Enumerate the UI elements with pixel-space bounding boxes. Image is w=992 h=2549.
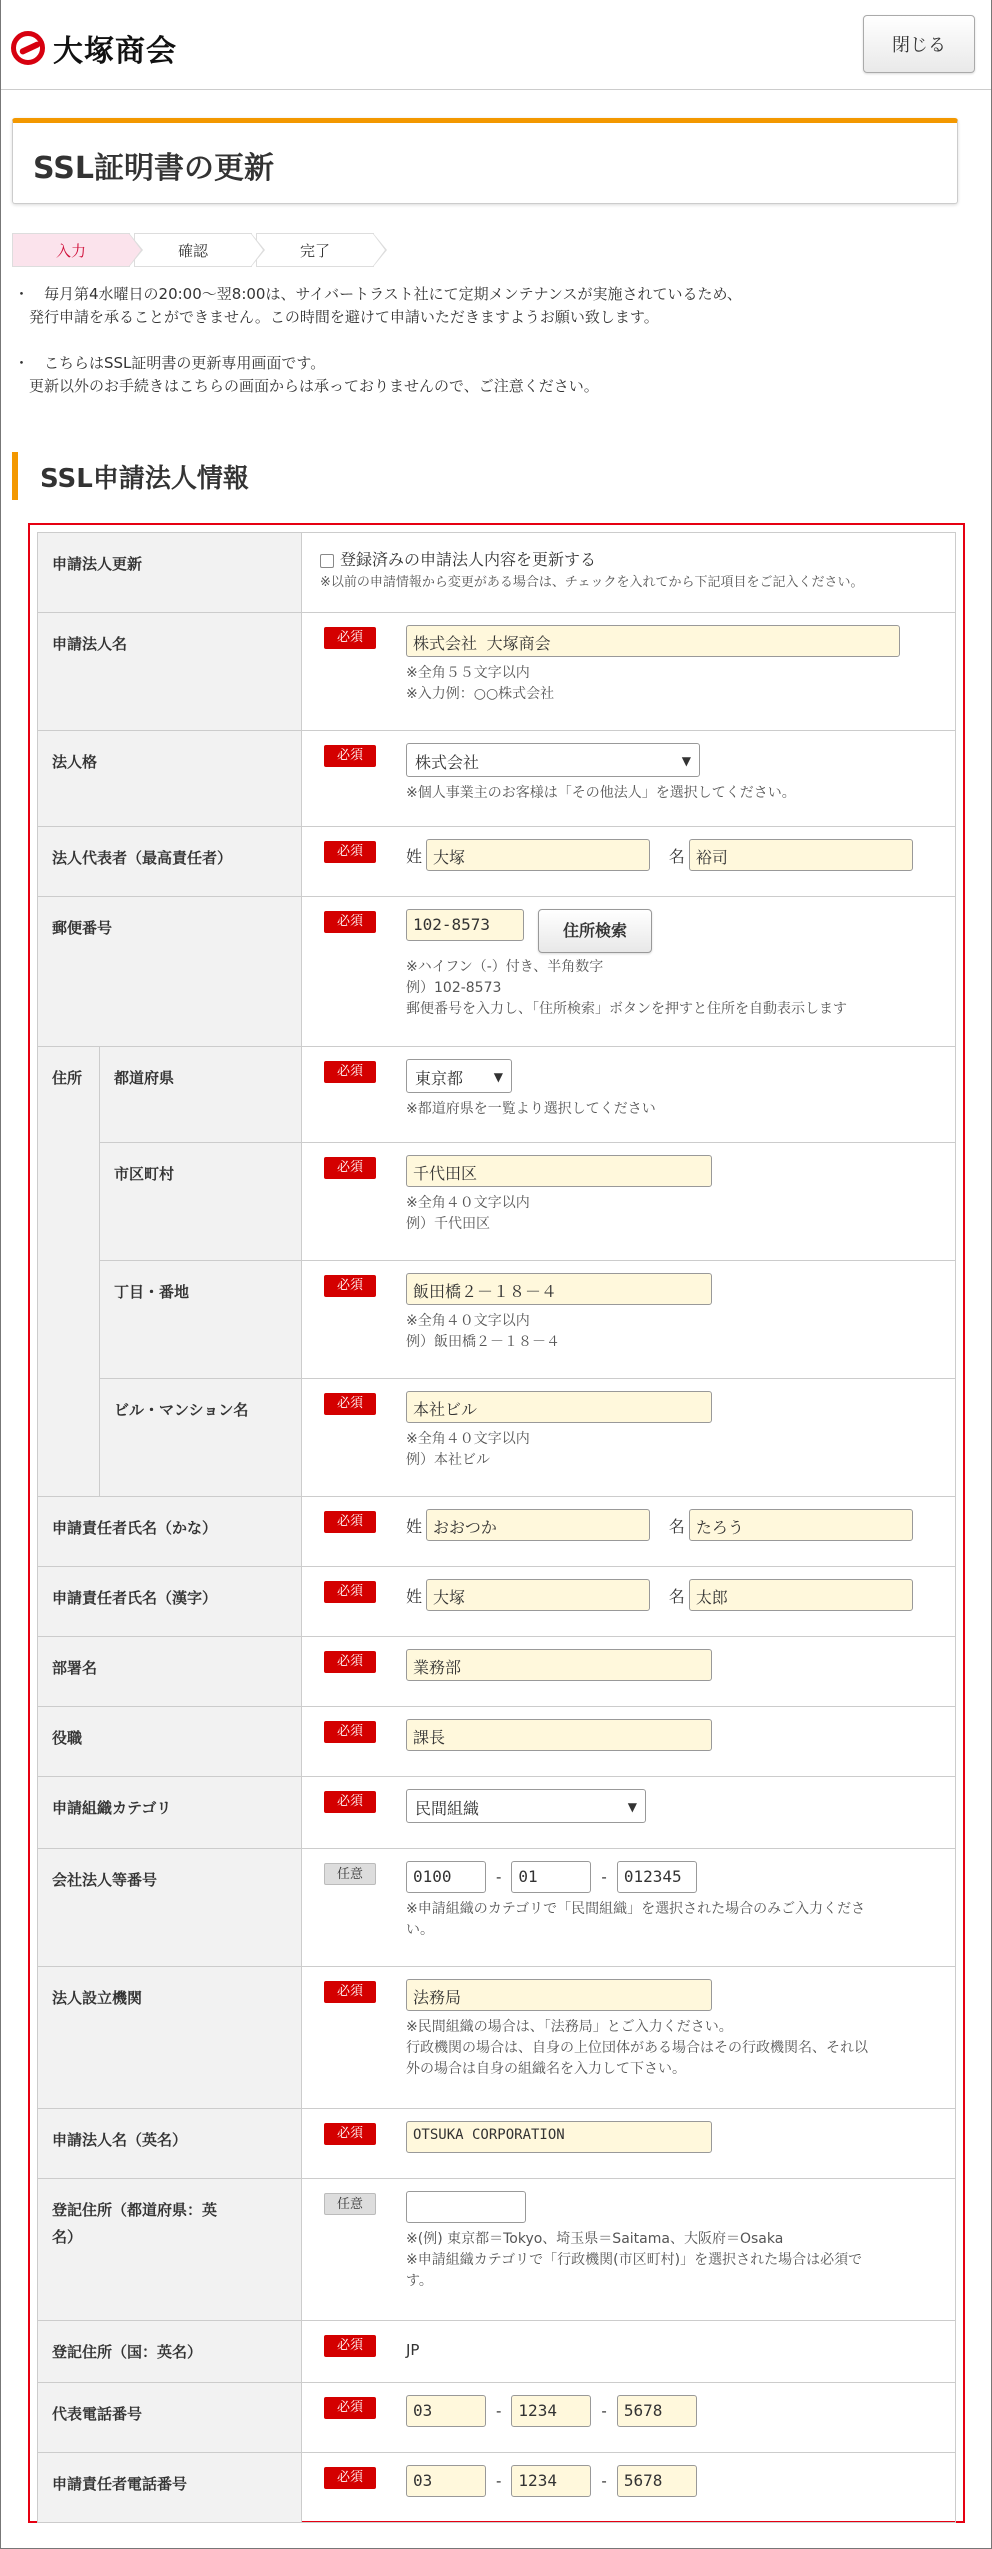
building-input[interactable]: 本社ビル [406, 1391, 712, 1423]
required-badge: 必須 [324, 2397, 376, 2419]
field-label: 申請責任者氏名（かな） [38, 1497, 302, 1567]
update-checkbox[interactable] [320, 554, 334, 568]
applicant-phone-3-input[interactable]: 5678 [617, 2465, 697, 2497]
field-note: 行政機関の場合は、自身の上位団体がある場合はその行政機関名、それ以 [406, 2040, 868, 2056]
rep-phone-3-input[interactable]: 5678 [617, 2395, 697, 2427]
required-badge: 必須 [324, 841, 376, 863]
logo-text: 大塚商会 [53, 34, 177, 69]
row-registered-country-en [38, 2321, 956, 2383]
org-category-select[interactable] [406, 1789, 646, 1823]
row-rep-phone [38, 2383, 956, 2453]
select-value: 民間組織 [415, 1799, 480, 1818]
dropdown-arrow-icon: ▼ [493, 1070, 503, 1084]
field-note: ※(例) 東京都＝Tokyo、埼玉県＝Saitama、大阪府＝Osaka [406, 2231, 784, 2247]
rep-sei-input[interactable]: 大塚 [426, 839, 650, 871]
dropdown-arrow-icon: ▼ [627, 1800, 637, 1814]
dash: - [601, 2472, 607, 2490]
field-label: 申請法人更新 [38, 533, 302, 613]
field-note: ※申請組織カテゴリで「行政機関(市区町村)」を選択された場合は必須で [406, 2252, 863, 2268]
department-input[interactable]: 業務部 [406, 1649, 712, 1681]
row-position [38, 1707, 956, 1777]
field-label: 役職 [38, 1707, 302, 1777]
notice-line: ・ こちらはSSL証明書の更新専用画面です。 [14, 354, 326, 372]
field-label: ビル・マンション名 [100, 1379, 302, 1497]
field-note: す。 [406, 2273, 433, 2289]
row-address-pref [38, 1047, 956, 1143]
select-value: 株式会社 [415, 753, 480, 772]
required-badge: 必須 [324, 1581, 376, 1603]
field-note: ※全角４０文字以内 [406, 1431, 530, 1447]
corp-number-2-input[interactable]: 01 [511, 1861, 591, 1893]
field-note: 例）本社ビル [406, 1452, 490, 1468]
required-badge: 必須 [324, 911, 376, 933]
step-input: 入力 [12, 233, 130, 267]
registered-pref-en-input[interactable] [406, 2191, 526, 2223]
row-company-name [38, 613, 956, 731]
field-note: ※民間組織の場合は、「法務局」とご入力ください。 [406, 2019, 733, 2035]
step-complete: 完了 [256, 233, 374, 267]
dash: - [496, 1868, 502, 1886]
step-indicator [12, 233, 378, 267]
field-note: ※都道府県を一覧より選択してください [406, 1101, 656, 1117]
rep-phone-2-input[interactable]: 1234 [511, 2395, 591, 2427]
field-label: 登記住所（都道府県：英 [52, 2201, 218, 2219]
rep-phone-1-input[interactable]: 03 [406, 2395, 486, 2427]
row-address-city [38, 1143, 956, 1261]
sei-label: 姓 [406, 1586, 423, 1606]
field-label: 代表電話番号 [38, 2383, 302, 2453]
required-badge: 必須 [324, 1981, 376, 2003]
row-address-street [38, 1261, 956, 1379]
required-badge: 必須 [324, 2335, 376, 2357]
notice-line: ・ 毎月第4水曜日の20:00～翌8:00は、サイバートラスト社にて定期メンテナンスが実施されているため、 [14, 285, 742, 303]
field-note: 郵便番号を入力し、「住所検索」ボタンを押すと住所を自動表示します [406, 1001, 847, 1017]
row-address-building [38, 1379, 956, 1497]
field-label: 申請組織カテゴリ [38, 1777, 302, 1849]
required-badge: 必須 [324, 1721, 376, 1743]
field-label: 申請法人名（英名） [38, 2109, 302, 2179]
kanji-sei-input[interactable]: 大塚 [426, 1579, 650, 1611]
field-note: ※申請組織のカテゴリで「民間組織」を選択された場合のみご入力くださ [406, 1901, 866, 1917]
field-label: 部署名 [38, 1637, 302, 1707]
sei-label: 姓 [406, 846, 423, 866]
required-badge: 必須 [324, 1275, 376, 1297]
row-org-category [38, 1777, 956, 1849]
row-department [38, 1637, 956, 1707]
row-corp-type [38, 731, 956, 827]
field-note: ※個人事業主のお客様は「その他法人」を選択してください。 [406, 785, 796, 801]
logo [11, 26, 177, 70]
applicant-phone-1-input[interactable]: 03 [406, 2465, 486, 2497]
required-badge: 必須 [324, 1061, 376, 1083]
applicant-phone-2-input[interactable]: 1234 [511, 2465, 591, 2497]
prefecture-select[interactable] [406, 1059, 512, 1093]
dropdown-arrow-icon: ▼ [681, 754, 691, 768]
corp-type-select[interactable] [406, 743, 700, 777]
field-label: 会社法人等番号 [38, 1849, 302, 1967]
row-applicant-kanji [38, 1567, 956, 1637]
kanji-mei-input[interactable]: 太郎 [689, 1579, 913, 1611]
city-input[interactable]: 千代田区 [406, 1155, 712, 1187]
dash: - [496, 2402, 502, 2420]
required-badge: 必須 [324, 1511, 376, 1533]
section-heading [12, 452, 249, 500]
row-corp-number [38, 1849, 956, 1967]
address-search-button[interactable]: 住所検索 [538, 909, 652, 953]
field-label: 法人代表者（最高責任者） [38, 827, 302, 897]
field-label: 登記住所（国：英名） [38, 2321, 302, 2383]
position-input[interactable]: 課長 [406, 1719, 712, 1751]
field-note: ※ハイフン（-）付き、半角数字 [406, 959, 604, 975]
field-label: 丁目・番地 [100, 1261, 302, 1379]
field-note: ※入力例：○○株式会社 [406, 686, 555, 702]
dash: - [601, 2402, 607, 2420]
mei-label: 名 [668, 1516, 685, 1536]
field-label: 名） [52, 2228, 83, 2246]
field-note: い。 [406, 1922, 434, 1938]
postal-input[interactable]: 102-8573 [406, 909, 524, 941]
field-note: ※全角５５文字以内 [406, 665, 530, 681]
field-label: 住所 [38, 1047, 100, 1497]
notice-line: 発行申請を承ることができません。この時間を避けて申請いただきますようお願い致します。 [14, 308, 659, 326]
application-form [28, 523, 965, 2523]
select-value: 東京都 [415, 1069, 464, 1088]
title-box [12, 118, 958, 204]
field-note: ※全角４０文字以内 [406, 1195, 530, 1211]
row-applicant-kana [38, 1497, 956, 1567]
street-input[interactable]: 飯田橋２－１８－４ [406, 1273, 712, 1305]
required-badge: 必須 [324, 745, 376, 767]
required-badge: 必須 [324, 2467, 376, 2489]
required-badge: 必須 [324, 1393, 376, 1415]
row-company-en [38, 2109, 956, 2179]
field-label: 市区町村 [100, 1143, 302, 1261]
row-representative [38, 827, 956, 897]
field-note: ※全角４０文字以内 [406, 1313, 530, 1329]
field-label: 都道府県 [100, 1047, 302, 1143]
header [1, 0, 991, 90]
row-establishment [38, 1967, 956, 2109]
field-label: 法人格 [38, 731, 302, 827]
page-title: SSL証明書の更新 [33, 151, 274, 186]
corp-number-1-input[interactable]: 0100 [406, 1861, 486, 1893]
field-note: 例）102-8573 [406, 980, 502, 996]
establishment-input[interactable]: 法務局 [406, 1979, 712, 2011]
field-note: 例）千代田区 [406, 1216, 490, 1232]
form-table [37, 532, 956, 2523]
close-button[interactable]: 閉じる [863, 15, 975, 73]
kana-sei-input[interactable]: おおつか [426, 1509, 650, 1541]
mei-label: 名 [668, 846, 685, 866]
kana-mei-input[interactable]: たろう [689, 1509, 913, 1541]
required-badge: 必須 [324, 627, 376, 649]
company-name-input[interactable]: 株式会社 大塚商会 [406, 625, 900, 657]
row-registered-pref-en [38, 2179, 956, 2321]
field-label: 申請責任者電話番号 [38, 2453, 302, 2523]
mei-label: 名 [668, 1586, 685, 1606]
registered-country-value: JP [406, 2341, 420, 2359]
field-label: 法人設立機関 [38, 1967, 302, 2109]
otsuka-logo-icon [11, 31, 45, 65]
field-label: 申請責任者氏名（漢字） [38, 1567, 302, 1637]
notice-line: 更新以外のお手続きはこちらの画面からは承っておりませんので、ご注意ください。 [14, 377, 599, 395]
dash: - [496, 2472, 502, 2490]
dash: - [601, 1868, 607, 1886]
required-badge: 必須 [324, 1651, 376, 1673]
optional-badge: 任意 [324, 2193, 376, 2215]
row-applicant-phone [38, 2453, 956, 2523]
company-en-input[interactable]: OTSUKA CORPORATION [406, 2121, 712, 2153]
field-note: 外の場合は自身の組織名を入力して下さい。 [406, 2061, 686, 2077]
notices [14, 283, 964, 421]
field-note: 例）飯田橋２－１８－４ [406, 1334, 560, 1350]
step-confirm: 確認 [134, 233, 252, 267]
update-checkbox-label[interactable]: 登録済みの申請法人内容を更新する [340, 550, 597, 569]
optional-badge: 任意 [324, 1863, 376, 1885]
row-postal [38, 897, 956, 1047]
sei-label: 姓 [406, 1516, 423, 1536]
required-badge: 必須 [324, 1791, 376, 1813]
section-title: SSL申請法人情報 [40, 463, 249, 494]
corp-number-3-input[interactable]: 012345 [617, 1861, 697, 1893]
field-label: 郵便番号 [38, 897, 302, 1047]
rep-mei-input[interactable]: 裕司 [689, 839, 913, 871]
required-badge: 必須 [324, 1157, 376, 1179]
field-label: 申請法人名 [38, 613, 302, 731]
required-badge: 必須 [324, 2123, 376, 2145]
update-note: ※以前の申請情報から変更がある場合は、チェックを入れてから下記項目をご記入ください。 [320, 575, 864, 590]
row-update [38, 533, 956, 613]
